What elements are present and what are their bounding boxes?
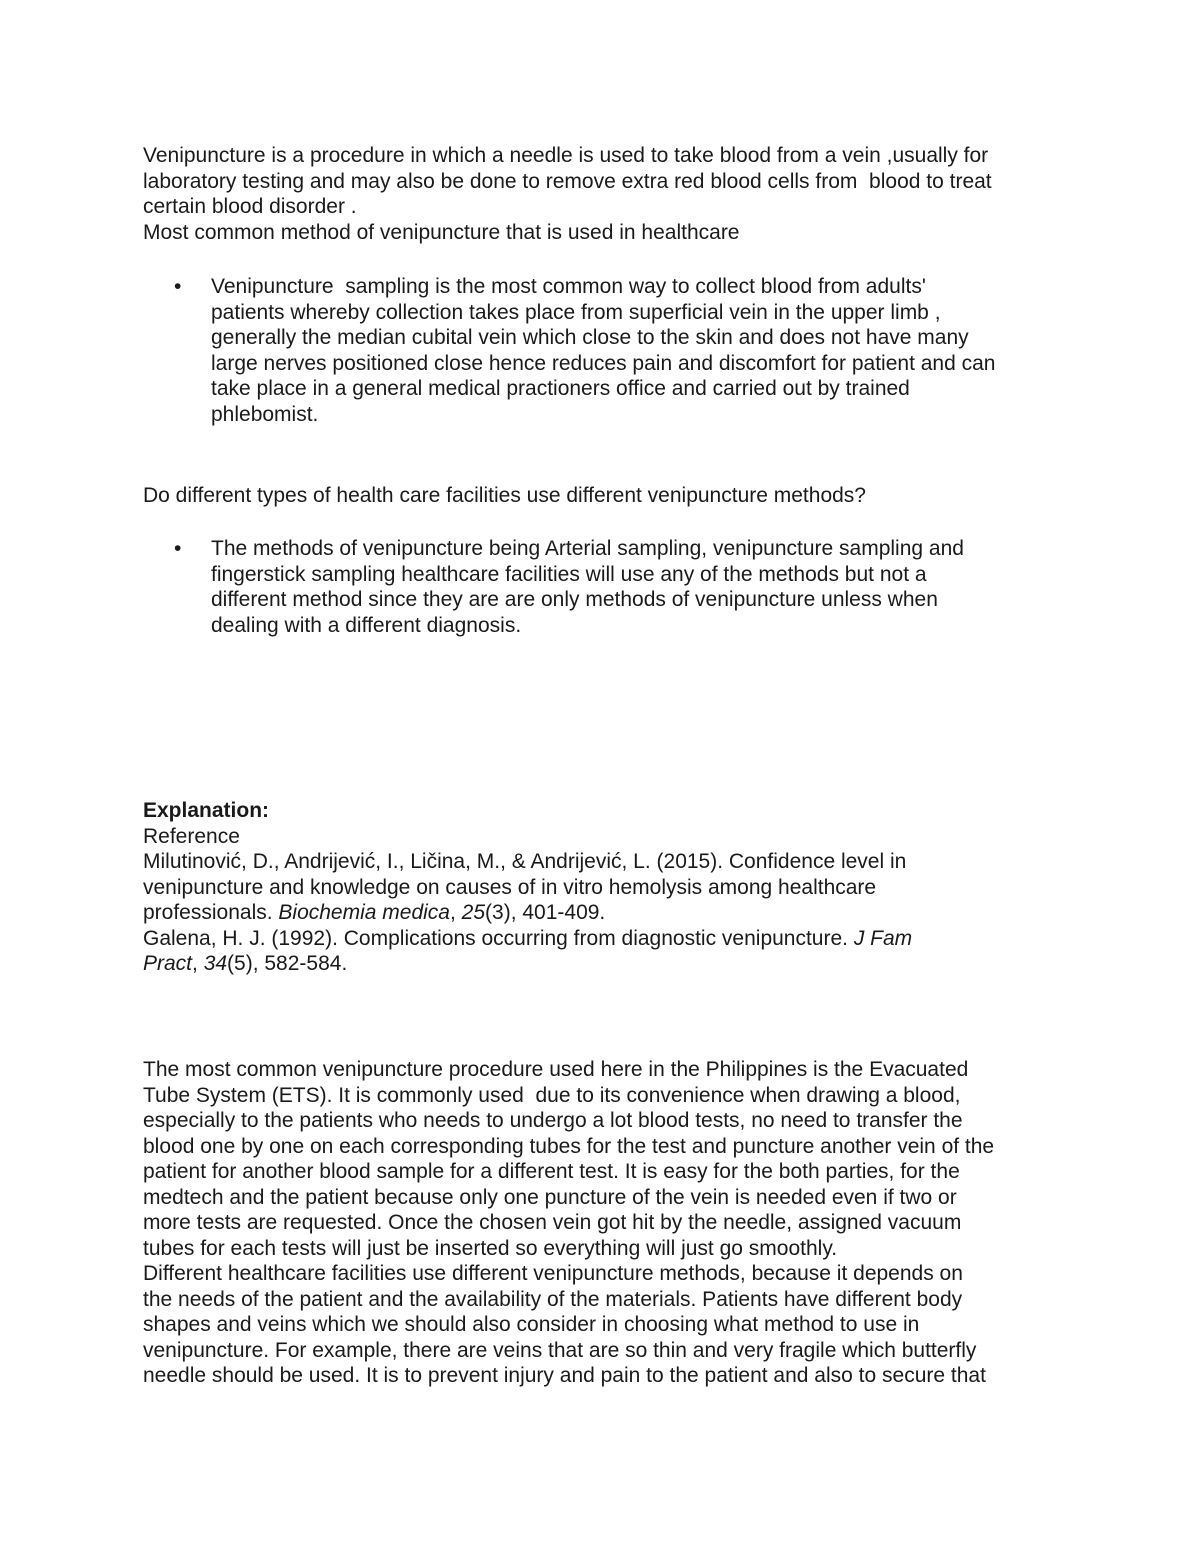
bullet-icon: • (174, 275, 182, 298)
question-text: Do different types of health care facilities use different venipuncture methods? (143, 484, 866, 507)
closing-line: the needs of the patient and the availability of the materials. Patients have different body (143, 1287, 963, 1311)
question-paragraph (143, 483, 866, 509)
bullet-line: large nerves positioned close hence reduces pain and discomfort for patient and can (211, 351, 996, 375)
closing-line: The most common venipuncture procedure used here in the Philippines is the Evacuated (143, 1058, 969, 1081)
closing-line: blood one by one on each corresponding tubes for the test and puncture another vein of the (143, 1134, 995, 1158)
closing-line: medtech and the patient because only one puncture of the vein is needed even if two or (143, 1185, 957, 1209)
journal-title: J Fam (853, 926, 913, 950)
journal-volume: 34 (203, 952, 228, 975)
intro-line: certain blood disorder . (143, 195, 357, 218)
reference-text: Galena, H. J. (1992). Complications occurring from diagnostic venipuncture. (143, 926, 854, 950)
closing-line: venipuncture. For example, there are veins that are so thin and very fragile which butterfly (143, 1338, 977, 1362)
journal-title: Pract (143, 952, 193, 975)
bullet-icon: • (174, 537, 182, 560)
reference-1-line (143, 900, 912, 926)
explanation-section (143, 798, 912, 977)
closing-line: more tests are requested. Once the chosen vein got hit by the needle, assigned vacuum (143, 1211, 962, 1234)
bullet-line: The methods of venipuncture being Arterial sampling, venipuncture sampling and (211, 537, 964, 560)
bullet-line: different method since they are are only methods of venipuncture unless when (211, 588, 938, 611)
reference-2-line (143, 951, 912, 977)
bullet-line: dealing with a different diagnosis. (211, 613, 522, 637)
reference-1-line: venipuncture and knowledge on causes of in vitro hemolysis among healthcare (143, 875, 877, 899)
bullet-line: generally the median cubital vein which close to the skin and does not have many (211, 326, 969, 349)
reference-2-line (143, 926, 912, 952)
reference-1-line: Milutinović, D., Andrijević, I., Ličina, M., & Andrijević, L. (2015). Confidence level in (143, 850, 907, 873)
closing-line: patient for another blood sample for a different test. It is easy for the both parties, for the (143, 1160, 960, 1183)
bullet-line: phlebomist. (211, 402, 319, 426)
closing-line: shapes and veins which we should also consider in choosing what method to use in (143, 1313, 920, 1336)
bullet-item-2 (211, 536, 964, 638)
reference-text: professionals. (143, 901, 279, 924)
intro-paragraph (143, 143, 992, 245)
reference-text: (5), 582-584. (227, 952, 348, 975)
reference-label: Reference (143, 824, 240, 848)
bullet-line: patients whereby collection takes place from superficial vein in the upper limb , (211, 300, 941, 324)
explanation-heading: Explanation: (143, 799, 270, 822)
bullet-line: take place in a general medical practioners office and carried out by trained (211, 377, 910, 400)
bullet-line: fingerstick sampling healthcare facilities will use any of the methods but not a (211, 562, 927, 586)
reference-text: , (450, 901, 462, 924)
reference-text: (3), 401-409. (485, 901, 606, 924)
journal-title: Biochemia medica (278, 901, 450, 924)
journal-volume: 25 (461, 901, 486, 924)
bullet-item-1 (211, 274, 996, 427)
closing-line: Tube System (ETS). It is commonly used due to its convenience when drawing a blood, (143, 1083, 961, 1107)
closing-line: tubes for each tests will just be inserted so everything will just go smoothly. (143, 1236, 838, 1260)
closing-line: needle should be used. It is to prevent injury and pain to the patient and also to secure that (143, 1364, 986, 1387)
intro-line: Venipuncture is a procedure in which a needle is used to take blood from a vein ,usually for (143, 144, 989, 167)
closing-line: Different healthcare facilities use different venipuncture methods, because it depends on (143, 1262, 963, 1285)
closing-paragraph (143, 1057, 994, 1389)
intro-line: Most common method of venipuncture that is used in healthcare (143, 220, 740, 244)
intro-line: laboratory testing and may also be done to remove extra red blood cells from blood to treat (143, 169, 992, 193)
bullet-line: Venipuncture sampling is the most common way to collect blood from adults' (211, 275, 926, 298)
reference-text: , (192, 952, 204, 975)
closing-line: especially to the patients who needs to undergo a lot blood tests, no need to transfer the (143, 1109, 963, 1132)
